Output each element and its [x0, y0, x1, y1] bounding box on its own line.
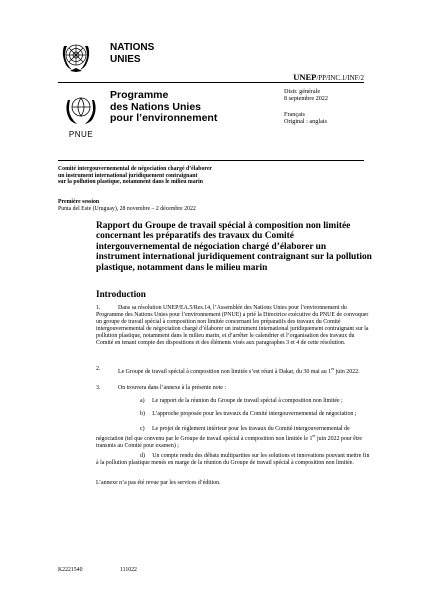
list-item-c-superscript: er — [312, 432, 316, 438]
language: Français — [284, 111, 305, 118]
list-item-d-text — [96, 453, 372, 467]
paragraph-3-text — [96, 385, 372, 392]
paragraph-2-text — [96, 366, 372, 376]
paragraph-2-body-end: juin 2022. — [334, 368, 360, 375]
paragraph-1-number: 1. — [96, 305, 101, 311]
document-symbol — [293, 72, 364, 82]
list-item-a — [96, 398, 372, 405]
list-item-c-body: Le projet de règlement intérieur pour les travaux du Comité intergouvernemental de négociation (tel que convenu par le Groupe de travail spécial à composition non limitée le 1 — [96, 426, 350, 442]
session-label: Première session — [58, 199, 100, 205]
paragraph-3-number: 3. — [96, 385, 101, 391]
paragraph-1 — [96, 305, 372, 346]
distribution-type: Distr. générale — [284, 88, 321, 95]
symbol-suffix: /PP/INC.1/INF/2 — [316, 74, 364, 82]
paragraph-2 — [96, 366, 372, 376]
paragraph-2-number: 2. — [96, 366, 101, 372]
un-emblem-icon — [58, 38, 94, 74]
org-line-1: NATIONS — [110, 42, 155, 53]
list-item-d-body: Un compte rendu des débats multipartites sur les solutions et innovations pouvant mettre fin à la pollution plastique menés en marge de la réunion du Groupe de travail spécial à composition non limitée. — [96, 453, 370, 466]
committee-name — [58, 166, 358, 186]
document-code: 111022 — [120, 567, 137, 573]
place-and-dates: Punta del Este (Uruguay), 28 novembre – 2 décembre 2022 — [58, 206, 196, 212]
list-item-a-text — [96, 398, 372, 405]
pnue-label: PNUE — [68, 130, 94, 139]
list-item-a-body: Le rapport de la réunion du Groupe de travail spécial à composition non limitée ; — [151, 398, 343, 404]
paragraph-3-body: On trouvera dans l’annexe à la présente note : — [118, 385, 226, 391]
document-date: 8 septembre 2022 — [284, 95, 328, 103]
header-rule — [58, 82, 364, 83]
report-title: Rapport du Groupe de travail spécial à composition non limitée concernant les préparatifs des travaux du Comité intergouvernemental de négociation chargé d’élaborer un instrument international juridiquement contraignant sur la pollution plastique, notamment dans le milieu marin — [96, 221, 372, 273]
list-item-c-text — [96, 426, 372, 450]
programme-line-1: Programme — [110, 89, 169, 101]
programme-name — [110, 90, 217, 125]
symbol-prefix: UNEP — [293, 72, 317, 82]
list-item-b-text — [96, 411, 372, 418]
distribution — [284, 88, 328, 102]
committee-line-1: Comité intergouvernemental de négociation chargé d’élaborer — [58, 166, 212, 172]
programme-line-3: pour l’environnement — [110, 112, 218, 124]
list-item-d — [96, 453, 372, 467]
org-line-2: UNIES — [110, 54, 141, 65]
organization-name — [110, 42, 154, 66]
language-info — [284, 111, 327, 125]
programme-line-2: des Nations Unies — [110, 100, 202, 113]
paragraph-1-body: Dans sa résolution UNEP/EA.5/Res.14, l’Assemblée des Nations Unies pour l’environnement du Programme des Nations Unies pour l’environnement (PNUE) a prié la Directrice exécutive du PNUE de convoquer un groupe de travail spécial à composition non limitée concernant les préparatifs des travaux du Comité intergouvernemental de négociation chargé d’élaborer un instrument international juridiquement contraignant sur la pollution plastique, notamment dans le milieu marin, et d’arrêter le calendrier et l’organisation des travaux du Comité en tenant compte des dispositions et des éléments visés aux paragraphes 3 et 4 de cette résolution. — [96, 305, 369, 346]
meeting-rule — [58, 160, 364, 161]
closing-note: L’annexe n’a pas été revue par les services d’édition. — [96, 480, 221, 486]
paragraph-2-body: Le Groupe de travail spécial à composition non limitée s’est réuni à Dakar, du 30 mai au 1 — [118, 368, 332, 375]
paragraph-3 — [96, 385, 372, 392]
list-item-c — [96, 426, 372, 450]
paragraph-2-superscript: er — [331, 366, 335, 371]
list-item-b-letter: b) — [140, 411, 145, 417]
list-item-c-letter: c) — [140, 426, 145, 432]
list-item-b — [96, 411, 372, 418]
list-item-b-body: L’approche proposée pour les travaux du Comité intergouvernemental de négociation ; — [152, 411, 357, 417]
list-item-d-letter: d) — [140, 453, 145, 459]
original-language: Original : anglais — [284, 118, 327, 126]
paragraph-1-text — [96, 305, 372, 346]
job-number: K2221540 — [58, 567, 83, 573]
list-item-a-letter: a) — [140, 398, 145, 404]
section-heading: Introduction — [96, 289, 146, 299]
committee-line-3: sur la pollution plastique, notamment dans le milieu marin — [58, 179, 203, 186]
list-item-c-body-end: juin 2022 pour être transmis au Comité pour examen) ; — [96, 435, 362, 449]
committee-line-2: un instrument international juridiquement contraignant — [58, 172, 198, 179]
